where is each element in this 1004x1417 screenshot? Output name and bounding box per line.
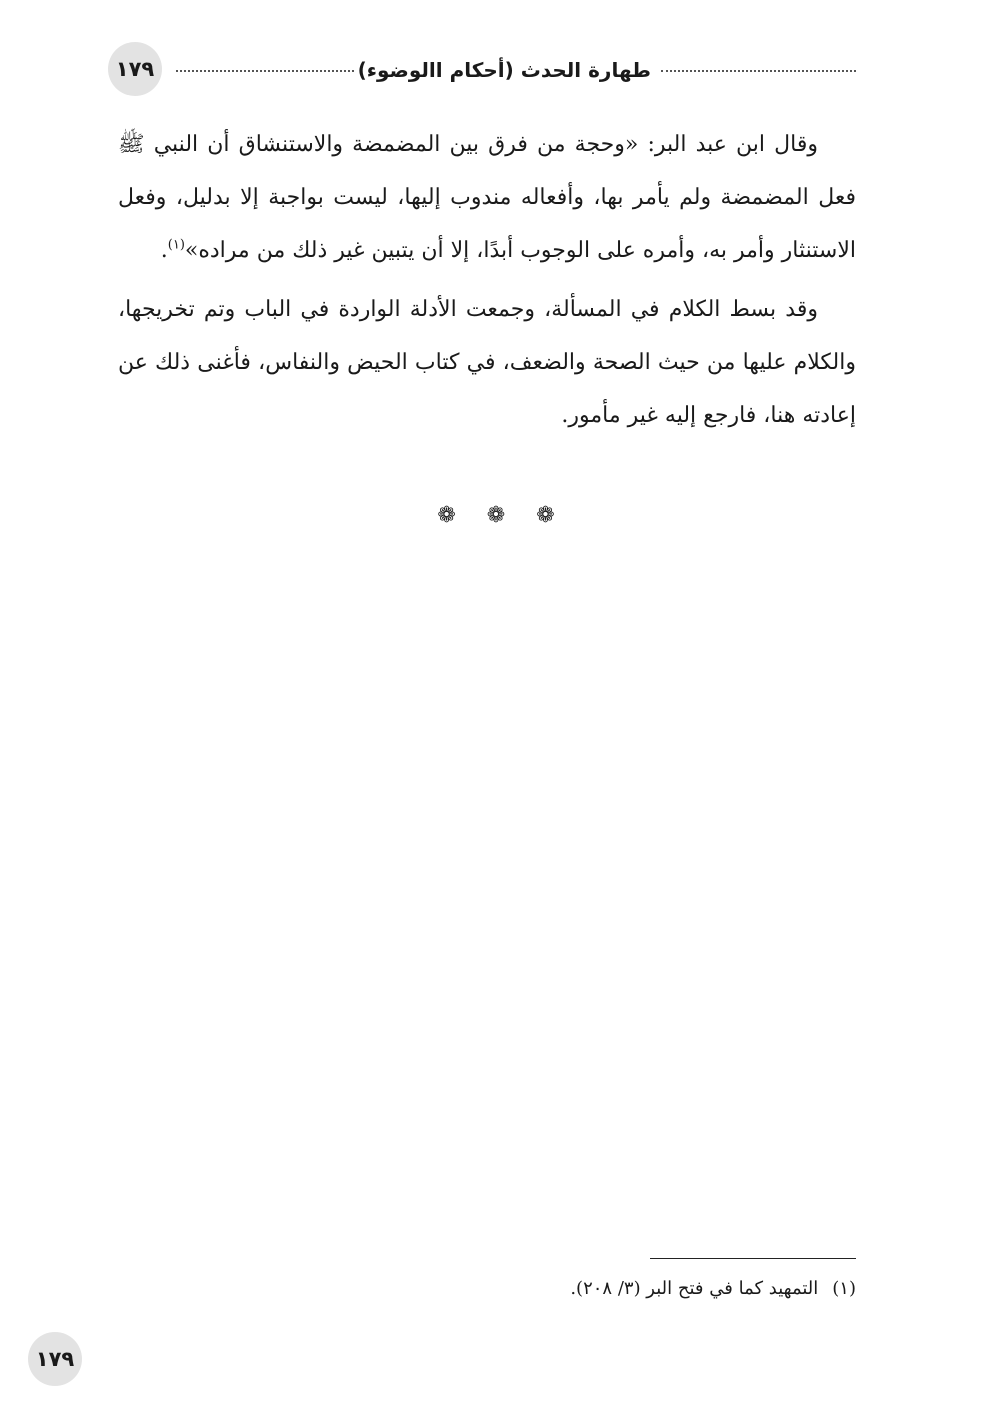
paragraph-2: وقد بسط الكلام في المسألة، وجمعت الأدلة الواردة في الباب وتم تخريجها، والكلام عليها من حيث الصحة والضعف، في كتاب الحيض والنفاس، فأغنى ذلك عن إعادته هنا، فارجع إليه غير مأمور. (118, 297, 856, 428)
footnote (570, 1278, 856, 1299)
header-page-number: ١٧٩ (108, 42, 162, 96)
section-divider-ornaments: ❁ ❁ ❁ (437, 503, 567, 528)
paragraph-1-end: . (160, 238, 168, 263)
header-dotted-leader-left (176, 70, 354, 72)
main-text (118, 118, 856, 442)
footnote-number: (١) (832, 1278, 856, 1299)
header-title: طهارة الحدث (أحكام االوضوء) (357, 58, 651, 82)
paragraph-1 (118, 118, 856, 277)
footer-page-number: ١٧٩ (28, 1332, 82, 1386)
header-dotted-leader-right (661, 70, 856, 72)
paragraph-1-text: وقال ابن عبد البر: «وحجة من فرق بين المضمضة والاستنشاق أن النبي ﷺ فعل المضمضة ولم يأمر بها، وأفعاله مندوب إليها، ليست بواجبة إلا بدليل، وفعل الاستنثار وأمر به، وأمره على الوجوب أبدًا، إلا أن يتبين غير ذلك من مراده» (118, 132, 856, 263)
running-header (108, 42, 856, 98)
footnote-text: التمهيد كما في فتح البر (٣/ ٢٠٨). (570, 1278, 819, 1299)
footnote-separator (650, 1258, 856, 1259)
footnote-reference[interactable]: (١) (167, 237, 185, 253)
